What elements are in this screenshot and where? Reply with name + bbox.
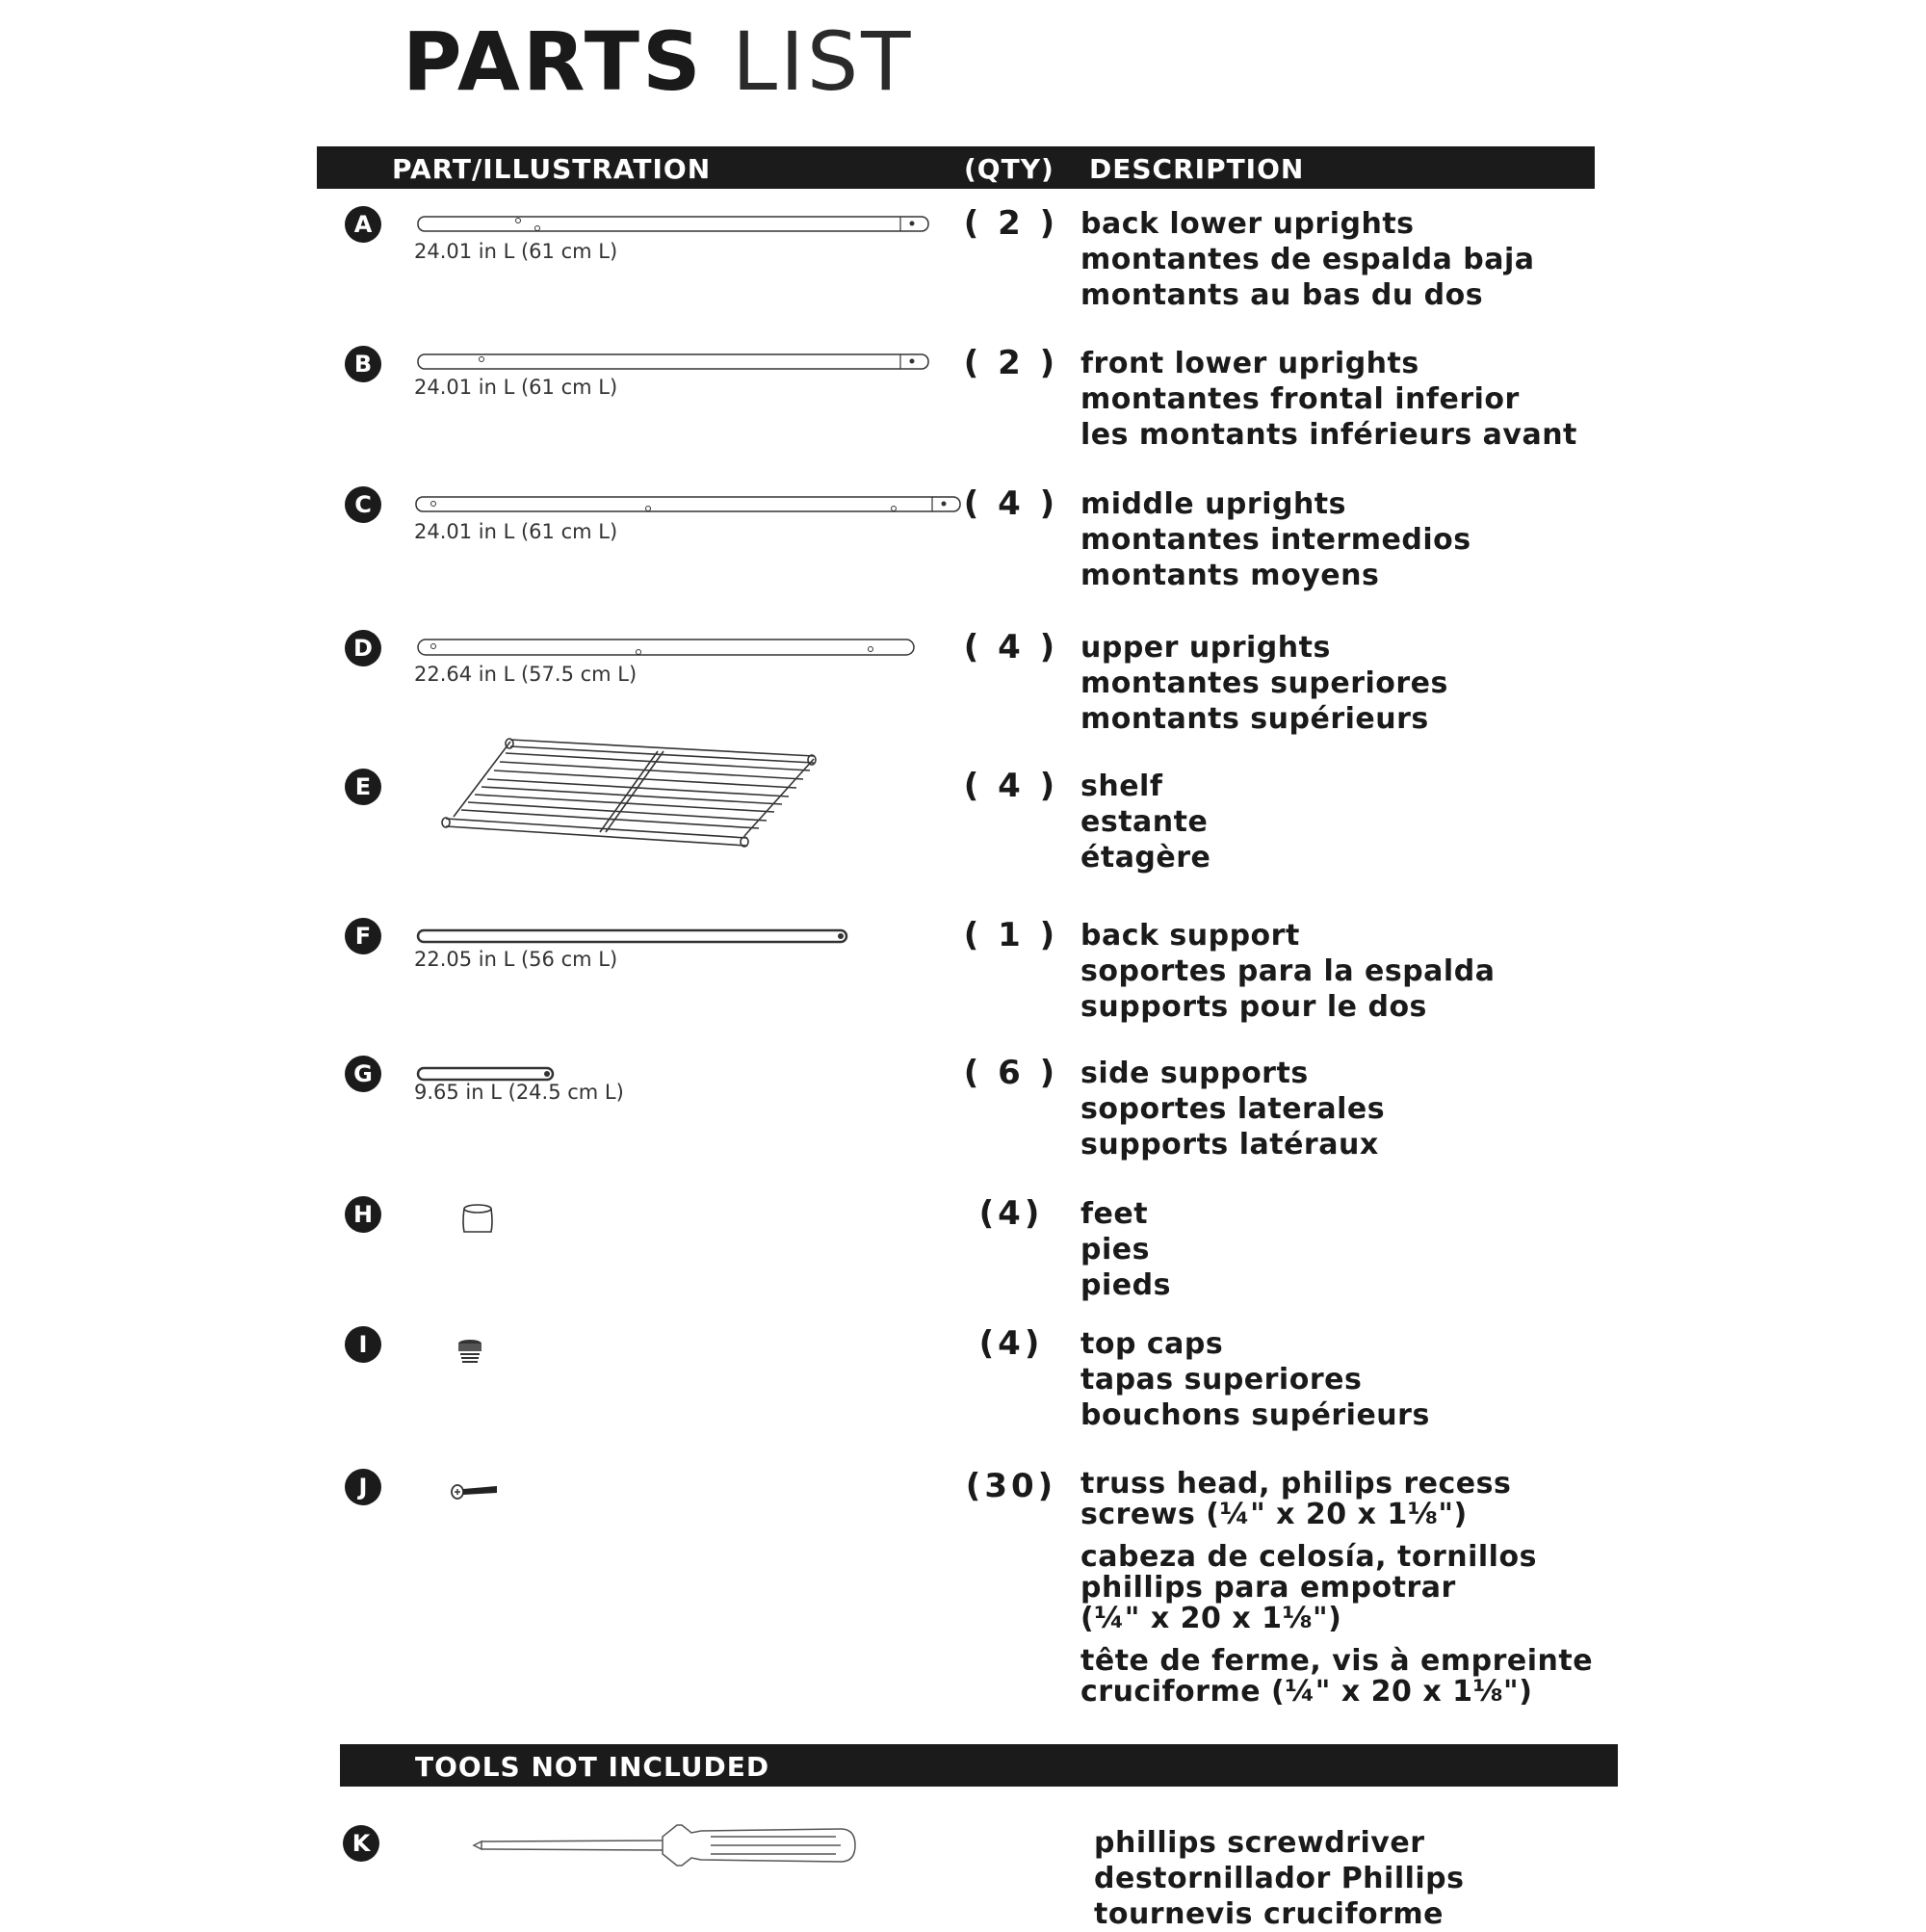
description-line: estante <box>1080 805 1209 839</box>
header-qty: (QTY) <box>964 153 1054 185</box>
part-letter-badge: G <box>345 1056 381 1092</box>
description-line: montantes frontal inferior <box>1080 382 1520 416</box>
part-letter-badge: H <box>345 1196 381 1233</box>
part-letter-badge: K <box>343 1825 379 1862</box>
description-line: étagère <box>1080 841 1211 875</box>
description-line: screws (¼" x 20 x 1⅛") <box>1080 1498 1468 1531</box>
part-qty: ( 4 ) <box>963 767 1059 805</box>
description-line: phillips screwdriver <box>1094 1826 1425 1860</box>
part-qty: ( 6 ) <box>963 1054 1059 1092</box>
description-line: phillips para empotrar <box>1080 1571 1456 1605</box>
part-qty: ( 4 ) <box>963 484 1059 523</box>
description-line: supports pour le dos <box>1080 990 1427 1024</box>
top-cap-illustration <box>453 1334 491 1372</box>
foot-illustration <box>455 1199 503 1238</box>
description-line: cabeza de celosía, tornillos <box>1080 1540 1537 1574</box>
shelf-illustration <box>438 732 823 867</box>
description-line: bouchons supérieurs <box>1080 1398 1430 1432</box>
description-line: side supports <box>1080 1057 1309 1090</box>
part-dimension: 24.01 in L (61 cm L) <box>414 376 618 399</box>
part-description <box>1080 346 1577 453</box>
description-line: shelf <box>1080 770 1163 803</box>
description-line: montantes superiores <box>1080 666 1448 700</box>
part-qty: ( 4 ) <box>963 628 1059 666</box>
part-qty: ( 2 ) <box>963 344 1059 382</box>
description-line: destornillador Phillips <box>1094 1862 1465 1895</box>
description-line: top caps <box>1080 1327 1224 1361</box>
part-description <box>1080 1056 1385 1162</box>
part-letter-badge: A <box>345 206 381 243</box>
tool-description <box>1094 1825 1465 1932</box>
description-line: soportes para la espalda <box>1080 954 1496 988</box>
part-letter-badge: E <box>345 769 381 805</box>
part-description <box>1080 630 1448 737</box>
header-description: DESCRIPTION <box>1089 153 1305 185</box>
header-part: PART/ILLUSTRATION <box>392 153 712 185</box>
rod-illustration <box>404 214 944 243</box>
part-letter-badge: F <box>345 918 381 954</box>
part-dimension: 9.65 in L (24.5 cm L) <box>414 1081 624 1104</box>
description-line: feet <box>1080 1197 1149 1231</box>
description-line: montants moyens <box>1080 559 1380 592</box>
rod-illustration <box>404 637 924 666</box>
description-line: soportes laterales <box>1080 1092 1386 1126</box>
part-qty: (30) <box>965 1467 1057 1505</box>
description-line: (¼" x 20 x 1⅛") <box>1080 1602 1342 1635</box>
part-letter-badge: J <box>345 1469 381 1505</box>
description-line: supports latéraux <box>1080 1128 1379 1162</box>
description-line: montants au bas du dos <box>1080 278 1484 312</box>
part-letter-badge: B <box>345 346 381 382</box>
part-qty: (4) <box>978 1324 1044 1363</box>
screw-illustration <box>449 1476 507 1505</box>
description-line: montantes intermedios <box>1080 523 1471 557</box>
description-line: tapas superiores <box>1080 1363 1363 1397</box>
rod-illustration <box>404 494 973 523</box>
part-dimension: 24.01 in L (61 cm L) <box>414 240 618 263</box>
description-line: pies <box>1080 1233 1150 1266</box>
part-description <box>1080 206 1535 313</box>
part-qty: ( 1 ) <box>963 916 1059 954</box>
description-line: front lower uprights <box>1080 347 1419 380</box>
part-letter-badge: C <box>345 486 381 523</box>
part-qty: ( 2 ) <box>963 204 1059 243</box>
screwdriver-illustration <box>470 1812 865 1879</box>
tools-header: TOOLS NOT INCLUDED <box>415 1751 770 1783</box>
description-line: montants supérieurs <box>1080 702 1429 736</box>
part-dimension: 22.05 in L (56 cm L) <box>414 948 618 971</box>
tools-header-bar <box>340 1744 1618 1787</box>
title-bold: PARTS <box>403 14 704 109</box>
description-line: back support <box>1080 919 1300 953</box>
page-title <box>403 14 914 109</box>
parts-header-bar <box>317 146 1595 189</box>
part-dimension: 22.64 in L (57.5 cm L) <box>414 663 638 686</box>
part-description <box>1080 1196 1171 1303</box>
part-description <box>1080 1326 1430 1433</box>
description-line: montantes de espalda baja <box>1080 243 1535 276</box>
description-line: upper uprights <box>1080 631 1331 665</box>
description-line: back lower uprights <box>1080 207 1415 241</box>
description-line: pieds <box>1080 1268 1171 1302</box>
part-dimension: 24.01 in L (61 cm L) <box>414 520 618 543</box>
description-line: cruciforme (¼" x 20 x 1⅛") <box>1080 1675 1533 1709</box>
part-description <box>1080 769 1210 875</box>
description-line: tournevis cruciforme <box>1094 1897 1444 1931</box>
part-qty: (4) <box>978 1194 1044 1233</box>
part-letter-badge: I <box>345 1326 381 1363</box>
description-line: middle uprights <box>1080 487 1347 521</box>
description-line: truss head, philips recess <box>1080 1467 1512 1501</box>
part-letter-badge: D <box>345 630 381 666</box>
part-description <box>1080 918 1495 1025</box>
part-description <box>1080 486 1471 593</box>
title-light: LIST <box>732 14 914 109</box>
description-line: tête de ferme, vis à empreinte <box>1080 1644 1594 1678</box>
description-line: les montants inférieurs avant <box>1080 418 1577 452</box>
part-description <box>1080 1469 1593 1708</box>
